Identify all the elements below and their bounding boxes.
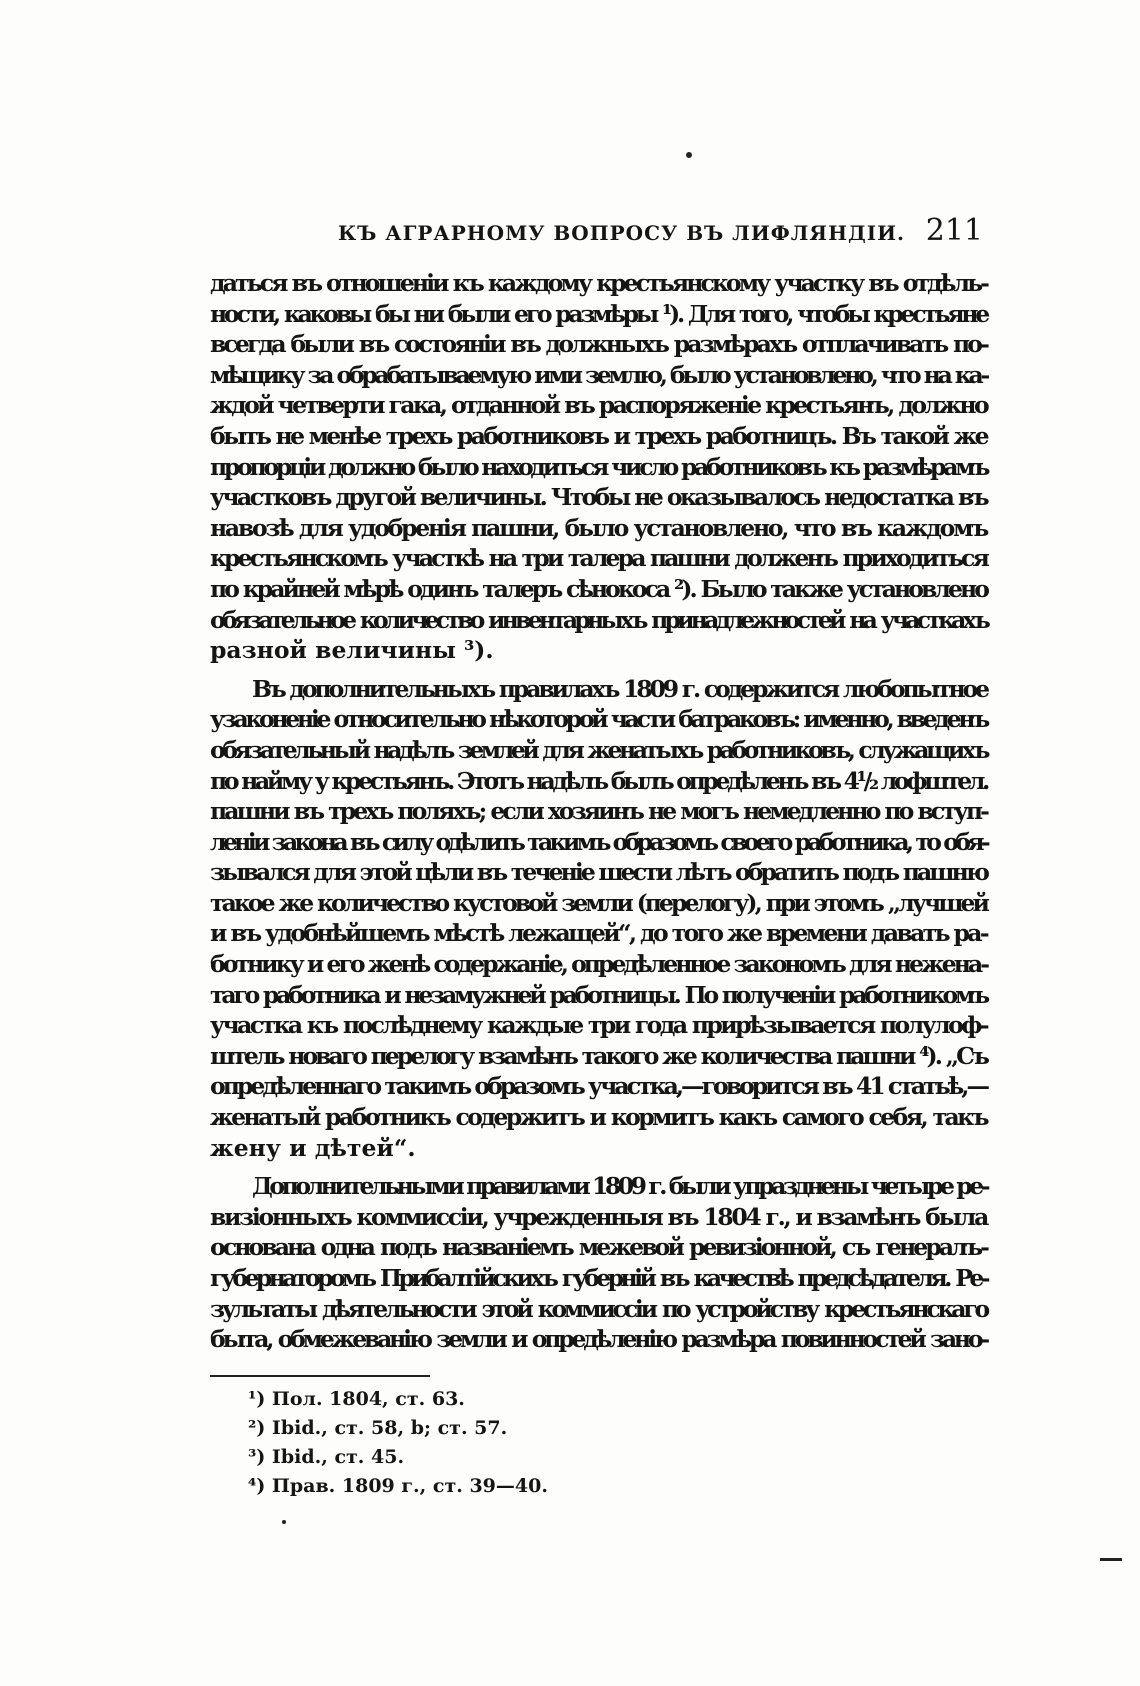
text-line: узаконеніе относительно нѣкоторой части батраковъ: именно, введенъ <box>210 705 987 734</box>
text-line: зывался для этой цѣли въ теченіе шести лѣтъ обратить подъ пашню <box>210 858 987 887</box>
text-line: таго работника и незамужней работницы. По полученіи работникомъ <box>210 980 987 1009</box>
footnote-separator <box>210 1375 430 1377</box>
speck-bottom <box>282 1520 286 1524</box>
text-line: участковъ другой величины. Чтобы не оказывалось недостатка въ <box>210 483 987 512</box>
text-line: участка къ послѣднему каждые три года прирѣзывается полулоф- <box>210 1011 987 1040</box>
text-line: губернаторомъ Прибалтійскихъ губерній въ качествѣ предсѣдателя. Ре- <box>210 1264 987 1292</box>
text-line: быта, обмежеванію земли и опредѣленію размѣра повинностей зано- <box>210 1325 987 1354</box>
text-line: Въ дополнительныхъ правилахъ 1809 г. содержится любопытное <box>252 674 987 703</box>
text-line: и въ удобнѣйшемъ мѣстѣ лежащей“, до того же времени давать ра- <box>210 919 987 948</box>
running-title: КЪ АГРАРНОМУ ВОПРОСУ ВЪ ЛИФЛЯНДІИ. <box>338 221 905 245</box>
text-line: опредѣленнаго такимъ образомъ участка,—говорится въ 41 статьѣ,— <box>210 1072 988 1101</box>
text-line: зультаты дѣятельности этой коммиссіи по устройству крестьянскаго <box>210 1294 987 1323</box>
text-line: разной величины ³). <box>210 636 494 665</box>
page-number: 211 <box>925 213 983 248</box>
text-line: крестьянскомъ участкѣ на три талера пашни долженъ приходиться <box>210 544 987 573</box>
text-line: даться въ отношеніи къ каждому крестьянскому участку въ отдѣль- <box>210 269 987 297</box>
text-line: мѣщику за обрабатываемую ими землю, было установлено, что на ка- <box>210 360 987 389</box>
speck-top <box>686 152 692 158</box>
text-line: по крайней мѣрѣ одинъ талеръ сѣнокоса ²). Было также установлено <box>210 574 987 603</box>
text-line: визіонныхъ коммиссіи, учрежденныя въ 1804 г., и взамѣнъ была <box>210 1202 987 1231</box>
footnote-1: ¹) Пол. 1804, ст. 63. <box>248 1388 465 1410</box>
paragraph-2 <box>210 674 987 1164</box>
text-line: пропорціи должно было находиться число работниковъ къ размѣрамъ <box>210 452 988 481</box>
running-header <box>210 205 987 255</box>
text-line: ждой четверти гака, отданной въ распоряженіе крестьянъ, должно <box>210 391 987 420</box>
text-line: леніи закона въ силу одѣлить такимъ образомъ своего работника, то обя- <box>210 827 987 856</box>
text-line: пашни въ трехъ поляхъ; если хозяинъ не могъ немедленно по вступ- <box>210 797 987 826</box>
text-line: ботнику и его женѣ содержаніе, опредѣленное закономъ для нежена- <box>210 950 987 979</box>
text-line: быть не менѣе трехъ работниковъ и трехъ работницъ. Въ такой же <box>210 421 987 450</box>
footnote-3: ³) Ibid., ст. 45. <box>248 1446 405 1468</box>
text-line: женатый работникъ содержитъ и кормитъ какъ самого себя, такъ <box>210 1103 987 1132</box>
text-line: по найму у крестьянъ. Этотъ надѣлъ былъ опредѣленъ въ 4¹/₂ лофштел. <box>210 766 987 795</box>
text-line: жену и дѣтей“. <box>210 1133 416 1162</box>
text-line: всегда были въ состояніи въ должныхъ размѣрахъ отплачивать по- <box>210 330 987 359</box>
text-line: Дополнительными правилами 1809 г. были упразднены четыре ре- <box>252 1172 987 1201</box>
footnote-4: ⁴) Прав. 1809 г., ст. 39—40. <box>248 1475 548 1497</box>
text-line: обязательное количество инвентарныхъ принадлежностей на участкахъ <box>210 605 987 634</box>
paragraph-3 <box>210 1171 987 1355</box>
margin-dash <box>1100 1558 1122 1561</box>
text-line: основана одна подъ названіемъ межевой ревизіонной, съ генералъ- <box>210 1233 987 1262</box>
paragraph-1 <box>210 268 987 666</box>
text-line: навозѣ для удобренія пашни, было установлено, что въ каждомъ <box>210 513 987 542</box>
text-line: обязательный надѣлъ землей для женатыхъ работниковъ, служащихъ <box>210 735 987 764</box>
text-line: такое же количество кустовой земли (перелогу), при этомъ „лучшей <box>210 888 987 917</box>
text-line: ности, каковы бы ни были его размѣры ¹). Для того, чтобы крестьяне <box>210 299 987 328</box>
text-line: штель новаго перелогу взамѣнъ такого же количества пашни ⁴). „Съ <box>210 1041 987 1070</box>
footnote-2: ²) Ibid., ст. 58, b; ст. 57. <box>248 1417 508 1439</box>
footnotes <box>248 1385 548 1501</box>
body-text <box>210 268 987 1363</box>
